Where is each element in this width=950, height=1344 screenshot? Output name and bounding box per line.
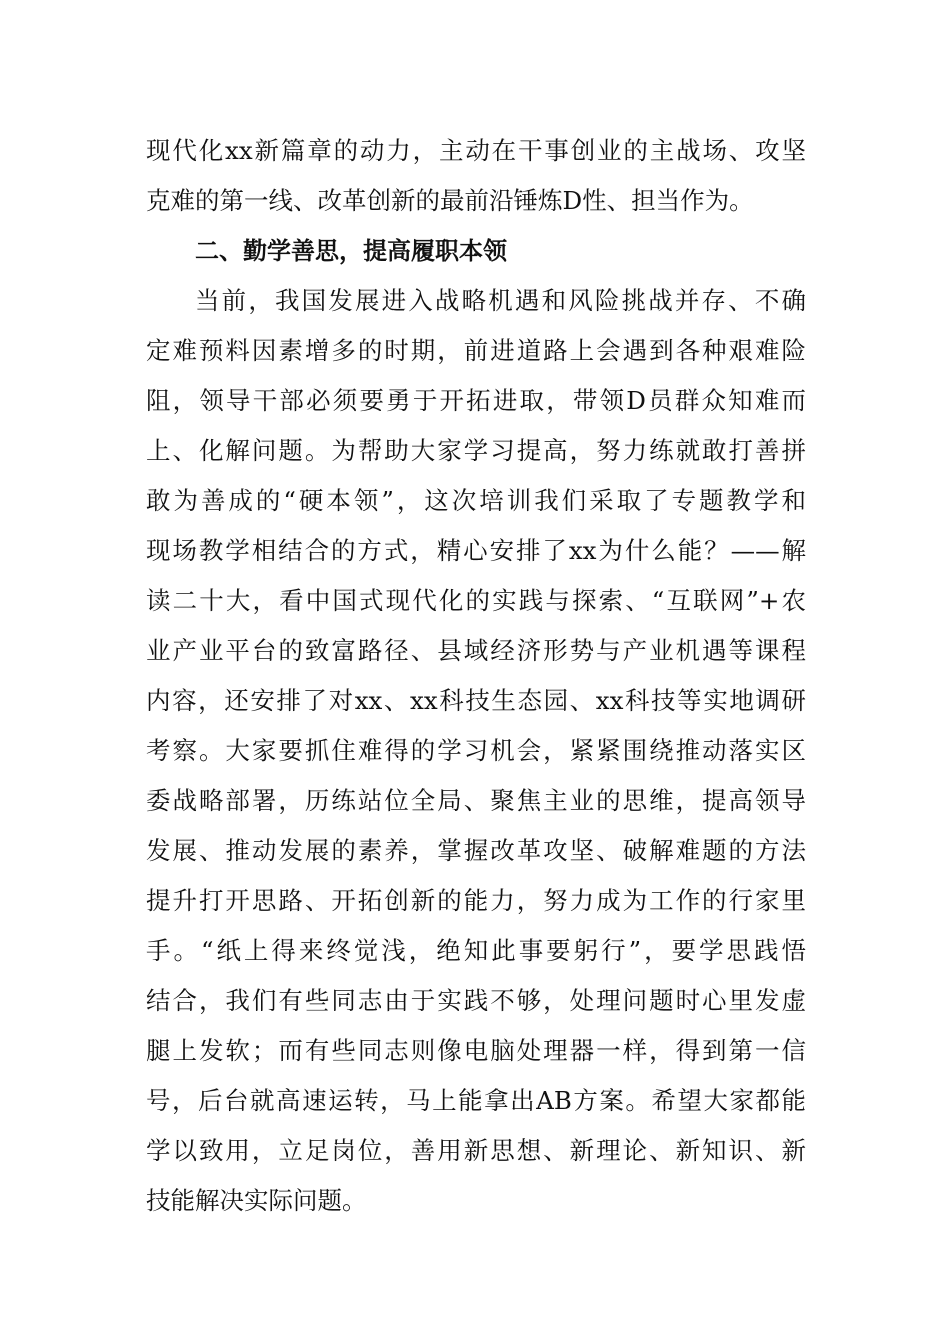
paragraph-line: 当前，我国发展进入战略机遇和风险挑战并存、不确 — [195, 286, 806, 315]
paragraph-line: 号，后台就高速运转，马上能拿出AB方案。希望大家都能 — [146, 1086, 806, 1115]
paragraph-line: 内容，还安排了对xx、xx科技生态园、xx科技等实地调研 — [146, 686, 806, 715]
paragraph-line: 读二十大，看中国式现代化的实践与探索、“互联网”+农 — [146, 586, 806, 615]
paragraph-line: 技能解决实际问题。 — [146, 1186, 367, 1215]
paragraph-line: 腿上发软；而有些同志则像电脑处理器一样，得到第一信 — [146, 1036, 806, 1065]
text-line: 现代化xx新篇章的动力，主动在干事创业的主战场、攻坚 — [146, 136, 806, 165]
paragraph-line: 手。“纸上得来终觉浅，绝知此事要躬行”，要学思践悟 — [146, 936, 806, 965]
text-line: 克难的第一线、改革创新的最前沿锤炼D性、担当作为。 — [146, 186, 754, 215]
paragraph-line: 委战略部署，历练站位全局、聚焦主业的思维，提高领导 — [146, 786, 806, 815]
paragraph-line: 结合，我们有些同志由于实践不够，处理问题时心里发虚 — [146, 986, 806, 1015]
paragraph-line: 考察。大家要抓住难得的学习机会，紧紧围绕推动落实区 — [146, 736, 806, 765]
paragraph-line: 发展、推动发展的素养，掌握改革攻坚、破解难题的方法 — [146, 836, 806, 865]
paragraph-line: 敢为善成的“硬本领”，这次培训我们采取了专题教学和 — [146, 486, 806, 515]
paragraph-line: 学以致用，立足岗位，善用新思想、新理论、新知识、新 — [146, 1136, 806, 1165]
paragraph-line: 现场教学相结合的方式，精心安排了xx为什么能？——解 — [146, 536, 806, 565]
paragraph-line: 阻，领导干部必须要勇于开拓进取，带领D员群众知难而 — [146, 386, 806, 415]
paragraph-line: 定难预料因素增多的时期，前进道路上会遇到各种艰难险 — [146, 336, 806, 365]
paragraph-line: 上、化解问题。为帮助大家学习提高，努力练就敢打善拼 — [146, 436, 806, 465]
section-heading: 二、勤学善思，提高履职本领 — [195, 237, 507, 265]
paragraph-line: 提升打开思路、开拓创新的能力，努力成为工作的行家里 — [146, 886, 806, 915]
paragraph-line: 业产业平台的致富路径、县域经济形势与产业机遇等课程 — [146, 636, 806, 665]
